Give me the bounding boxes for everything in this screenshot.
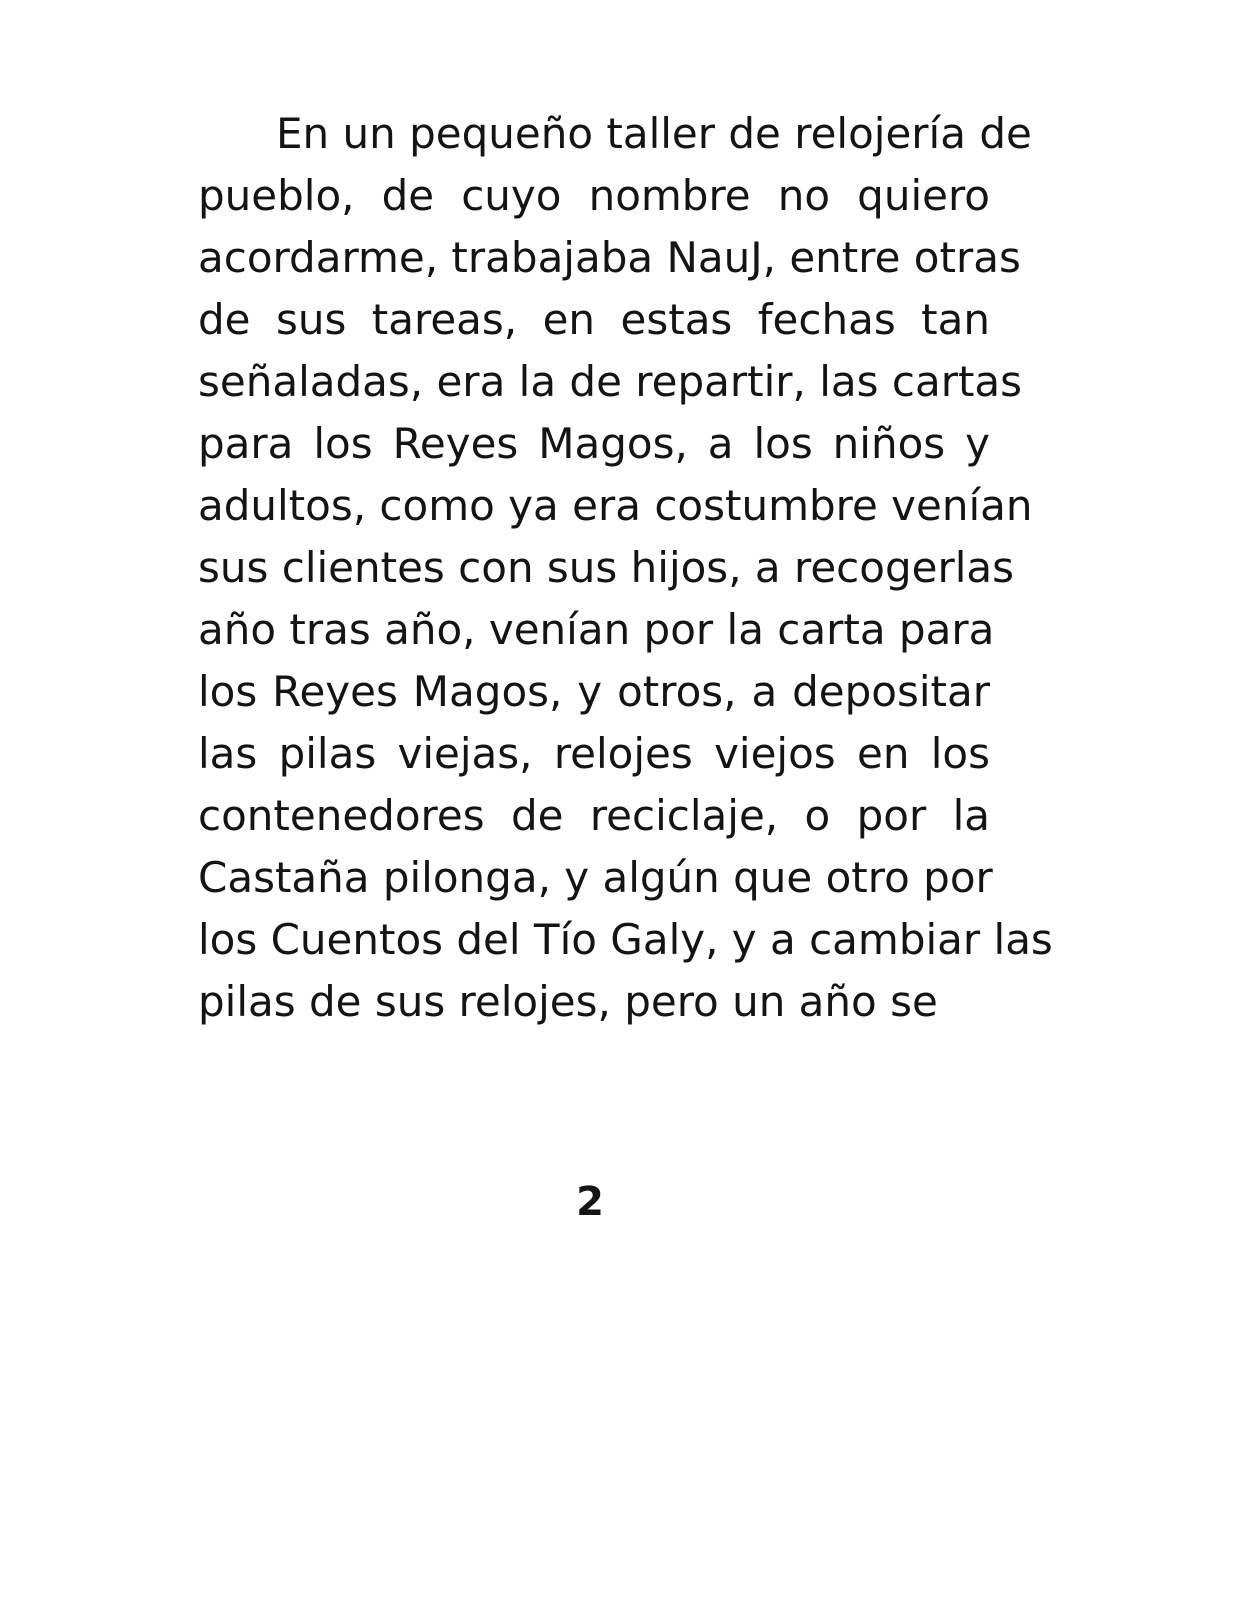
text-line: señaladas, era la de repartir, las cartas bbox=[198, 357, 1023, 406]
text-line: Castaña pilonga, y algún que otro por bbox=[198, 853, 993, 902]
text-line: para los Reyes Magos, a los niños y bbox=[198, 419, 990, 468]
text-line: sus clientes con sus hijos, a recogerlas bbox=[198, 543, 1015, 592]
text-line: los Cuentos del Tío Galy, y a cambiar las bbox=[198, 915, 1053, 964]
text-line: En un pequeño taller de relojería de bbox=[276, 109, 1032, 158]
text-line: contenedores de reciclaje, o por la bbox=[198, 791, 990, 840]
text-line: pueblo, de cuyo nombre no quiero bbox=[198, 171, 990, 220]
text-line: de sus tareas, en estas fechas tan bbox=[198, 295, 990, 344]
text-line: adultos, como ya era costumbre venían bbox=[198, 481, 1033, 530]
text-line: año tras año, venían por la carta para bbox=[198, 605, 995, 654]
body-paragraph bbox=[198, 106, 1053, 1036]
text-line: los Reyes Magos, y otros, a depositar bbox=[198, 667, 990, 716]
text-line: pilas de sus relojes, pero un año se bbox=[198, 977, 938, 1026]
page-number: 2 bbox=[576, 1179, 604, 1225]
text-line: las pilas viejas, relojes viejos en los bbox=[198, 729, 990, 778]
text-line: acordarme, trabajaba NauJ, entre otras bbox=[198, 233, 1021, 282]
